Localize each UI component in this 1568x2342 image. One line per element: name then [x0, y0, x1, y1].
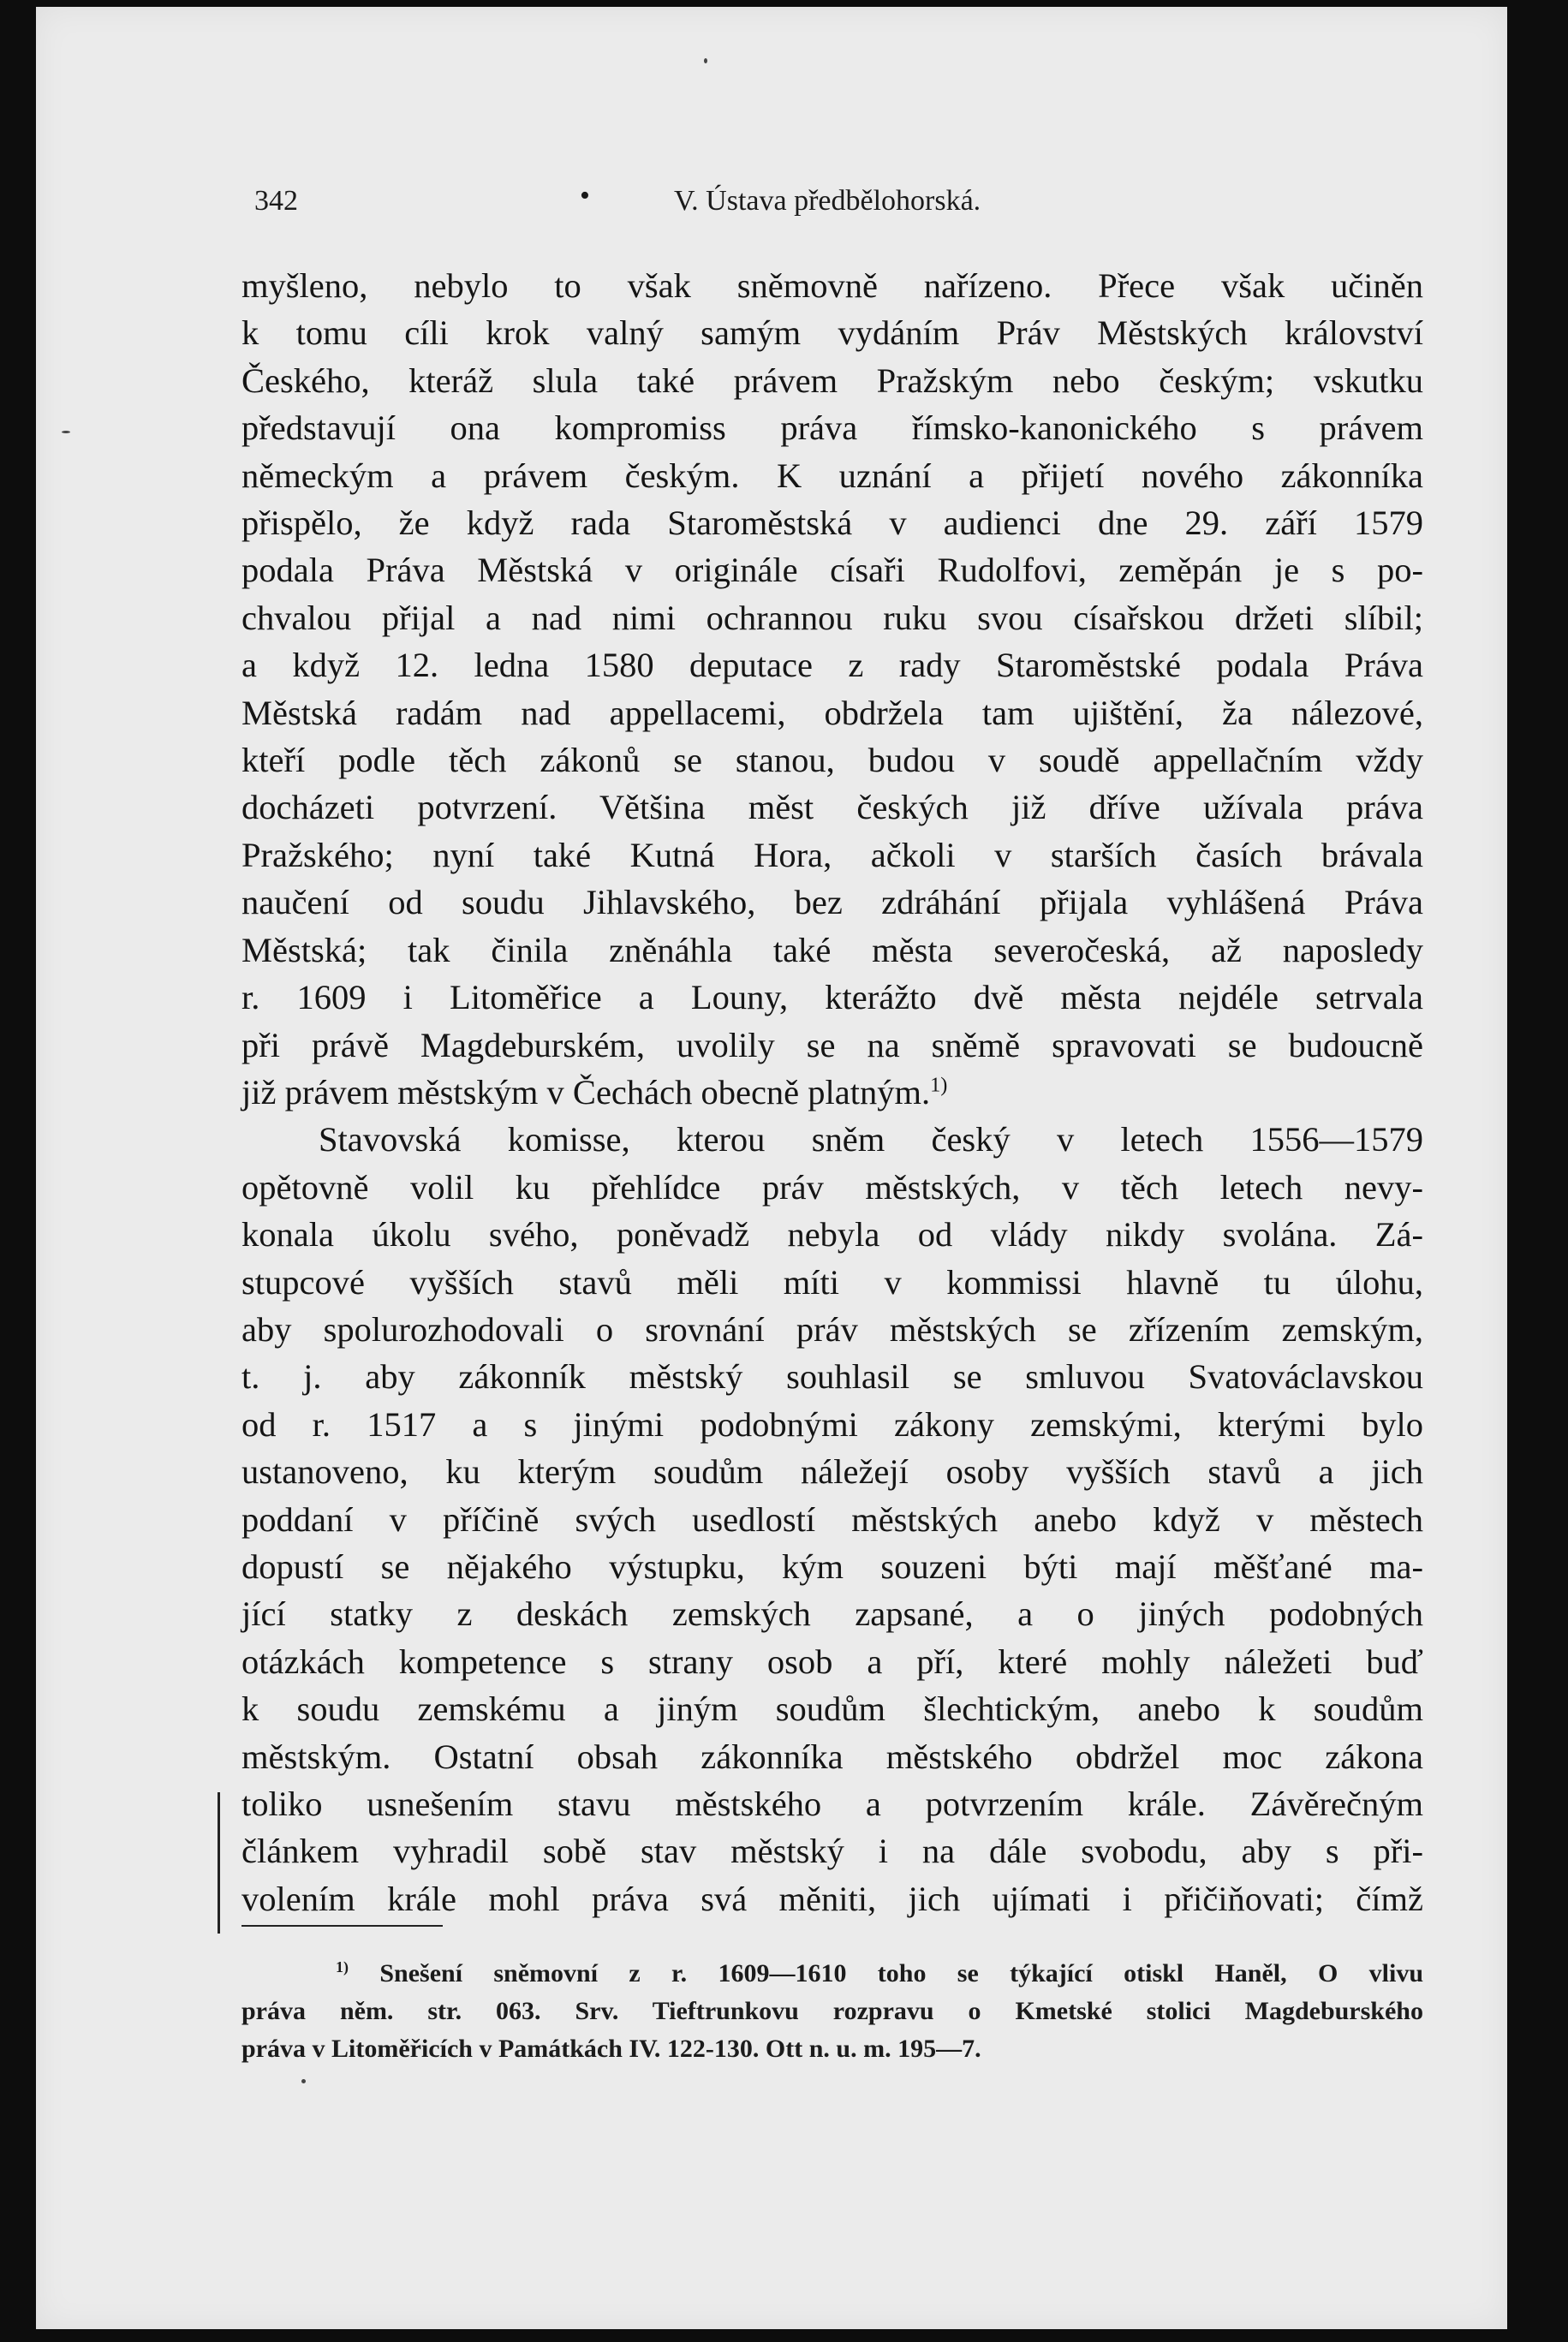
text-line: t. j. aby zákonník městský souhlasil se smluvou Svatováclavskou	[241, 1357, 1423, 1397]
text-line: k tomu cíli krok valný samým vydáním Práv Městských království	[241, 313, 1423, 353]
running-head: V. Ústava předbělohorská.	[674, 185, 981, 217]
paper-speck	[62, 431, 70, 433]
paper-speck	[704, 58, 707, 63]
text-line: od r. 1517 a s jinými podobnými zákony zemskými, kterými bylo	[241, 1404, 1423, 1444]
text-line: při právě Magdeburském, uvolily se na sněmě spravovati se budoucně	[241, 1025, 1423, 1064]
text-line: článkem vyhradil sobě stav městský i na dále svobodu, aby s při-	[241, 1832, 1423, 1871]
text-line: opětovně volil ku přehlídce práv městských, v těch letech nevy-	[241, 1167, 1423, 1207]
page-number: 342	[254, 185, 298, 217]
header-dot: •	[580, 180, 590, 212]
footnote-text: Snešení sněmovní z r. 1609—1610 toho se týkající otiskl Haněl, O vlivu	[379, 1959, 1424, 1987]
text-line: městským. Ostatní obsah zákonníka městského obdržel moc zákona	[241, 1737, 1423, 1776]
text-line: myšleno, nebylo to však sněmovně nařízeno. Přece však učiněn	[241, 266, 1423, 305]
text-line: Pražského; nyní také Kutná Hora, ačkoli v starších časích brávala	[241, 835, 1423, 874]
footnote-line: práva něm. str. 063. Srv. Tieftrunkovu rozpravu o Kmetské stolici Magdeburského	[241, 1997, 1423, 2025]
body-text	[241, 262, 1423, 1922]
text-line: otázkách kompetence s strany osob a pří, které mohly náležeti buď	[241, 1642, 1423, 1681]
paragraph-start-line: Stavovská komisse, kterou sněm český v letech 1556—1579	[319, 1120, 1423, 1159]
text-line: podala Práva Městská v originále císaři Rudolfovi, zeměpán je s po-	[241, 551, 1423, 590]
text-line: toliko usnešením stavu městského a potvrzením krále. Závěrečným	[241, 1785, 1423, 1823]
footnotes	[241, 1955, 1423, 2068]
text-line: Městská radám nad appellacemi, obdržela tam ujištění, ža nálezové,	[241, 693, 1423, 732]
text-line: kteří podle těch zákonů se stanou, budou v soudě appellačním vždy	[241, 741, 1423, 780]
footnote-line	[241, 1955, 1423, 1993]
text-line: k soudu zemskému a jiným soudům šlechtickým, anebo k soudům	[241, 1689, 1423, 1729]
text-line: poddaní v příčině svých usedlostí městských anebo když v městech	[241, 1499, 1423, 1539]
text-line: Českého, kteráž slula také právem Pražským nebo českým; vskutku	[241, 361, 1423, 400]
text-line: stupcové vyšších stavů měli míti v kommissi hlavně tu úlohu,	[241, 1262, 1423, 1302]
footnote-divider	[241, 1925, 443, 1927]
text-line: volením krále mohl práva svá měniti, jich ujímati i přičiňovati; čímž	[241, 1879, 1423, 1918]
text-line: a když 12. ledna 1580 deputace z rady Staroměstské podala Práva	[241, 646, 1423, 685]
text-line: r. 1609 i Litoměřice a Louny, kterážto dvě města nejdéle setrvala	[241, 978, 1423, 1017]
page-header	[254, 178, 1436, 229]
paper-speck	[301, 2079, 306, 2083]
text-line: dopustí se nějakého výstupku, kým souzeni býti mají měšťané ma-	[241, 1546, 1423, 1586]
footnote-line: práva v Litoměřicích v Památkách IV. 122-130. Ott n. u. m. 195—7.	[241, 2035, 981, 2063]
text-line: již právem městským v Čechách obecně platným.	[241, 1072, 931, 1111]
text-line-paragraph-end	[241, 1069, 1423, 1116]
margin-mark	[218, 1792, 220, 1934]
text-line: chvalou přijal a nad nimi ochrannou ruku svou císařskou držeti slíbil;	[241, 598, 1423, 637]
footnote-marker: 1)	[336, 1958, 349, 1976]
text-line: konala úkolu svého, poněvadž nebyla od vlády nikdy svolána. Zá-	[241, 1215, 1423, 1254]
text-line: představují ona kompromiss práva římsko-kanonického s právem	[241, 408, 1423, 448]
footnote-reference[interactable]: 1)	[930, 1073, 948, 1097]
text-line: německým a právem českým. K uznání a přijetí nového zákonníka	[241, 456, 1423, 495]
text-line: jící statky z deskách zemských zapsané, a o jiných podobných	[241, 1594, 1423, 1634]
text-line: docházeti potvrzení. Většina měst českých již dříve užívala práva	[241, 788, 1423, 827]
text-line: naučení od soudu Jihlavského, bez zdráhání přijala vyhlášená Práva	[241, 883, 1423, 922]
text-line: aby spolurozhodovali o srovnání práv městských se zřízením zemským,	[241, 1309, 1423, 1349]
book-page	[36, 7, 1507, 2329]
text-line: Městská; tak činila zněnáhla také města severočeská, až naposledy	[241, 930, 1423, 969]
text-line: ustanoveno, ku kterým soudům náležejí osoby vyšších stavů a jich	[241, 1452, 1423, 1492]
text-line: přispělo, že když rada Staroměstská v audienci dne 29. září 1579	[241, 504, 1423, 543]
